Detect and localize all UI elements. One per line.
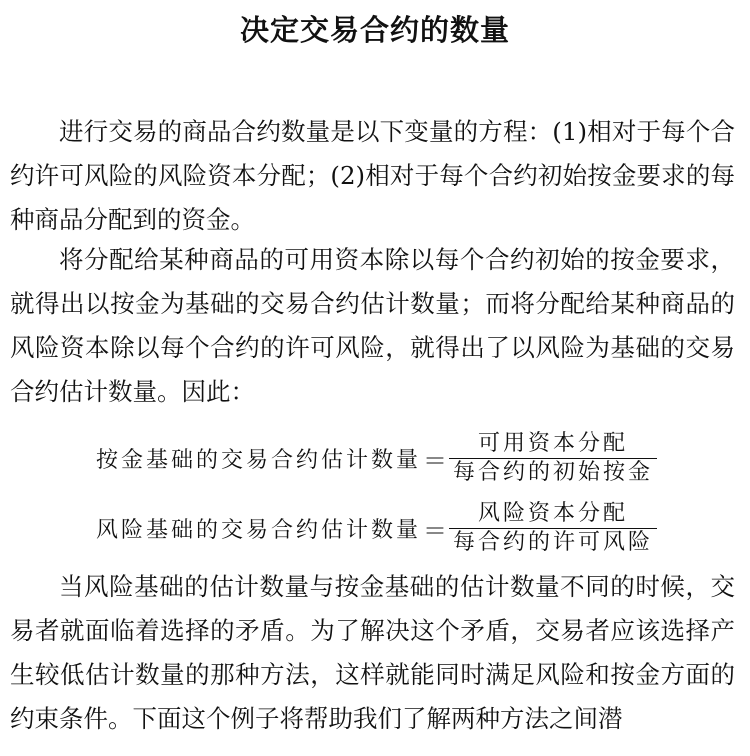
- paragraph-2: 将分配给某种商品的可用资本除以每个合约初始的按金要求，就得出以按金为基础的交易合约估计数量；而将分配给某种商品的风险资本除以每个合约的许可风险，就得出了以风险为基础的交易合约估计数量。因此：: [10, 245, 735, 406]
- page-title: 决定交易合约的数量: [239, 13, 510, 47]
- equals-sign: ＝: [423, 517, 448, 545]
- paragraph-3: 当风险基础的估计数量与按金基础的估计数量不同的时候，交易者就面临着选择的矛盾。为了解决这个矛盾，交易者应该选择产生较低估计数量的那种方法，这样就能同时满足风险和按金方面的约束条件。下面这个例子将帮助我们了解两种方法之间潜: [10, 572, 735, 733]
- fraction-denominator: 每合约的许可风险: [453, 530, 654, 555]
- formula-lhs: 按金基础的交易合约估计数量: [96, 448, 422, 473]
- fraction-numerator: 风险资本分配: [478, 501, 629, 526]
- fraction: [449, 430, 657, 487]
- paragraph-1: 进行交易的商品合约数量是以下变量的方程：(1)相对于每个合约许可风险的风险资本分配；(2)相对于每个合约初始按金要求的每种商品分配到的资金。: [10, 117, 735, 234]
- equals-sign: ＝: [423, 447, 448, 475]
- fraction-denominator: 每合约的初始按金: [453, 460, 654, 485]
- formula-risk-based: [96, 500, 657, 557]
- fraction-numerator: 可用资本分配: [478, 431, 629, 456]
- formula-margin-based: [96, 430, 657, 487]
- formula-lhs: 风险基础的交易合约估计数量: [96, 518, 422, 543]
- fraction: [449, 500, 657, 557]
